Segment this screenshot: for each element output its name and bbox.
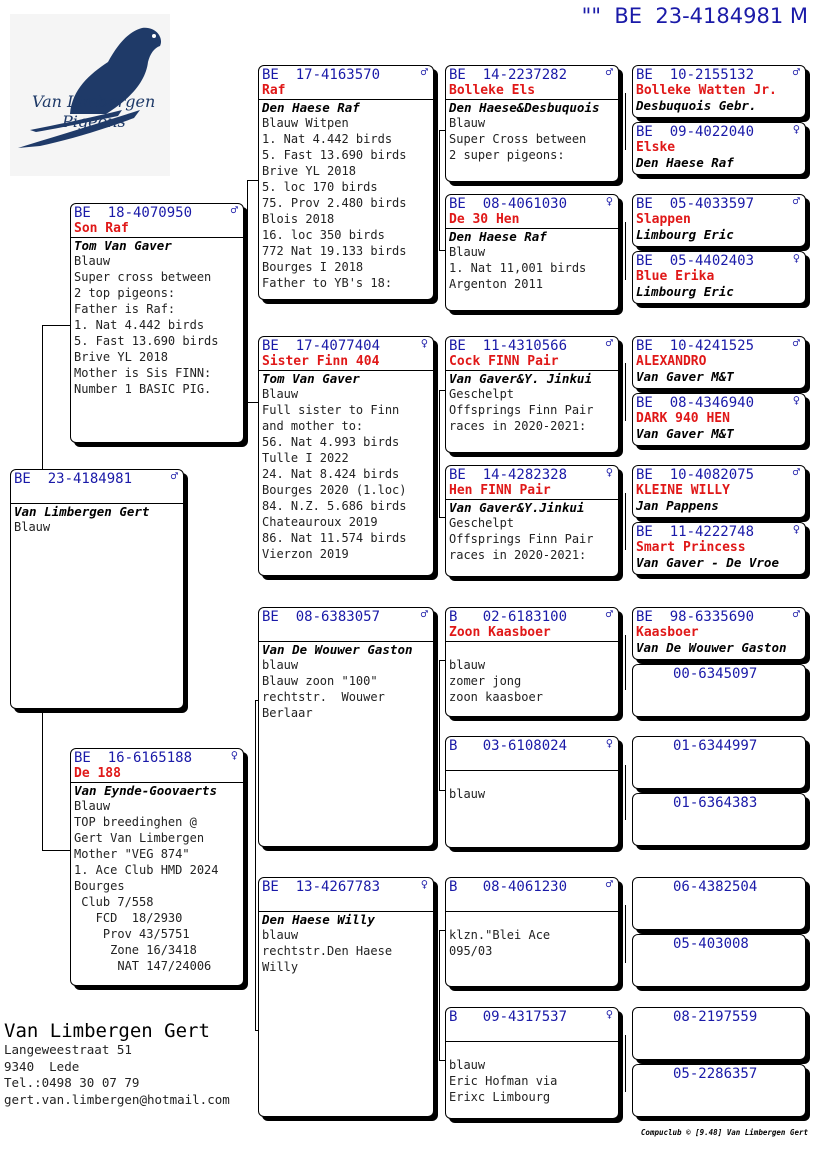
fm-breeder: Tom Van Gaver bbox=[262, 371, 360, 386]
note-line: 5. Fast 13.690 birds bbox=[262, 148, 407, 162]
ancestor-breeder: Desbuquois Gebr. bbox=[636, 98, 757, 113]
sire-name: Son Raf bbox=[74, 221, 129, 236]
ancestor-card[interactable] bbox=[632, 122, 806, 175]
ancestor-ring: BE 05-4402403 bbox=[636, 253, 755, 269]
sire-ring: BE 18-4070950 bbox=[74, 205, 193, 221]
ffm-name: De 30 Hen bbox=[449, 212, 520, 227]
mfm-breeder bbox=[446, 771, 618, 786]
note-line: zomer jong bbox=[449, 674, 522, 688]
fmf-ring: BE 11-4310566 bbox=[449, 338, 568, 354]
mm-ring: BE 13-4267783 bbox=[262, 879, 381, 895]
mmf-card[interactable] bbox=[445, 877, 619, 987]
note-line: blauw bbox=[449, 658, 486, 672]
male-icon: ♂ bbox=[792, 607, 800, 621]
note-line: Bourges bbox=[74, 879, 125, 893]
ancestor-card[interactable] bbox=[632, 465, 806, 518]
ancestor-name: KLEINE WILLY bbox=[636, 483, 730, 498]
male-icon: ♂ bbox=[230, 203, 238, 217]
mf-name bbox=[259, 625, 433, 640]
dam-breeder: Van Eynde-Goovaerts bbox=[74, 783, 217, 798]
ancestor-card[interactable] bbox=[632, 877, 806, 930]
ancestor-breeder: Jan Pappens bbox=[636, 498, 719, 513]
note-line: Father to YB's 18: bbox=[262, 276, 393, 290]
note-line: 86. Nat 11.574 birds bbox=[262, 531, 407, 545]
male-icon: ♂ bbox=[605, 65, 613, 79]
note-line: and mother to: bbox=[262, 419, 364, 433]
note-line: 095/03 bbox=[449, 944, 493, 958]
note-line: Tulle I 2022 bbox=[262, 451, 349, 465]
ancestor-ring: 01-6344997 bbox=[673, 738, 758, 754]
note-line: Blauw bbox=[449, 116, 486, 130]
note-line: rechtstr.Den Haese bbox=[262, 944, 393, 958]
note-line: klzn."Blei Ace bbox=[449, 928, 551, 942]
note-line: zoon kaasboer bbox=[449, 690, 543, 704]
male-icon: ♂ bbox=[605, 607, 613, 621]
ancestor-ring: BE 05-4033597 bbox=[636, 196, 755, 212]
note-line: Blauw bbox=[262, 387, 299, 401]
subject-color: Blauw bbox=[14, 520, 51, 534]
ancestor-card[interactable] bbox=[632, 336, 806, 389]
note-line: 1. Nat 4.442 birds bbox=[262, 132, 393, 146]
owner-city: 9340 Lede bbox=[4, 1058, 80, 1074]
fmf-card[interactable] bbox=[445, 336, 619, 453]
ancestor-name: Kaasboer bbox=[636, 625, 699, 640]
mf-notes bbox=[259, 657, 433, 721]
note-line: blauw bbox=[449, 787, 486, 801]
female-icon: ♀ bbox=[792, 393, 800, 407]
male-icon: ♂ bbox=[420, 607, 428, 621]
ancestor-name: Elske bbox=[636, 140, 676, 155]
fff-name: Bolleke Els bbox=[449, 83, 536, 98]
note-line: Erixc Limbourg bbox=[449, 1090, 551, 1104]
male-icon: ♂ bbox=[170, 469, 178, 483]
ancestor-name: DARK 940 HEN bbox=[636, 411, 730, 426]
mff-notes bbox=[446, 657, 618, 705]
logo-text-line2: Pigeons bbox=[62, 112, 126, 131]
fm-ring: BE 17-4077404 bbox=[262, 338, 381, 354]
note-line: rechtstr. Wouwer bbox=[262, 690, 385, 704]
fmm-name: Hen FINN Pair bbox=[449, 483, 551, 498]
fmm-ring: BE 14-4282328 bbox=[449, 467, 568, 483]
dam-card[interactable] bbox=[70, 748, 244, 986]
note-line: blauw bbox=[262, 658, 299, 672]
note-line: 5. Fast 13.690 birds bbox=[74, 334, 219, 348]
note-line: Offsprings Finn Pair bbox=[449, 403, 594, 417]
note-line: 5. loc 170 birds bbox=[262, 180, 378, 194]
sire-card[interactable] bbox=[70, 203, 244, 443]
note-line: Vierzon 2019 bbox=[262, 547, 349, 561]
note-line: Number 1 BASIC PIG. bbox=[74, 382, 212, 396]
note-line: Offsprings Finn Pair bbox=[449, 532, 594, 546]
ff-name: Raf bbox=[262, 83, 286, 98]
fmf-name: Cock FINN Pair bbox=[449, 354, 559, 369]
female-icon: ♀ bbox=[230, 748, 238, 762]
ancestor-breeder: Van De Wouwer Gaston bbox=[636, 640, 787, 655]
ffm-notes bbox=[446, 244, 618, 292]
note-line: Blauw zoon "100" bbox=[262, 674, 378, 688]
dam-notes bbox=[71, 798, 243, 974]
ancestor-breeder: Van Gaver M&T bbox=[636, 426, 734, 441]
fmm-card[interactable] bbox=[445, 465, 619, 577]
note-line: Argenton 2011 bbox=[449, 277, 543, 291]
female-icon: ♀ bbox=[792, 251, 800, 265]
note-line: 1. Nat 11,001 birds bbox=[449, 261, 587, 275]
note-line: 1. Ace Club HMD 2024 bbox=[74, 863, 219, 877]
ancestor-card[interactable] bbox=[632, 1007, 806, 1060]
note-line: Willy bbox=[262, 960, 299, 974]
note-line: Bourges I 2018 bbox=[262, 260, 364, 274]
note-line: Geschelpt bbox=[449, 516, 515, 530]
ancestor-card[interactable] bbox=[632, 194, 806, 247]
female-icon: ♀ bbox=[605, 1007, 613, 1021]
owner-email: gert.van.limbergen@hotmail.com bbox=[4, 1091, 230, 1107]
ancestor-card[interactable] bbox=[632, 607, 806, 660]
note-line: 1. Nat 4.442 birds bbox=[74, 318, 205, 332]
owner-tel: Tel.:0498 30 07 79 bbox=[4, 1075, 140, 1090]
mf-card[interactable] bbox=[258, 607, 434, 847]
ancestor-breeder: Van Gaver M&T bbox=[636, 369, 734, 384]
ancestor-card[interactable] bbox=[632, 393, 806, 446]
ancestor-ring: BE 08-4346940 bbox=[636, 395, 755, 411]
ancestor-ring: BE 10-4241525 bbox=[636, 338, 755, 354]
mff-ring: B 02-6183100 bbox=[449, 609, 568, 625]
mf-breeder: Van De Wouwer Gaston bbox=[262, 642, 413, 657]
note-line: Berlaar bbox=[262, 706, 313, 720]
note-line: blauw bbox=[262, 928, 299, 942]
mfm-ring: B 03-6108024 bbox=[449, 738, 568, 754]
subject-card[interactable] bbox=[10, 469, 184, 709]
logo-text-line1: Van Limbergen bbox=[32, 92, 156, 111]
female-icon: ♀ bbox=[605, 194, 613, 208]
female-icon: ♀ bbox=[605, 736, 613, 750]
ancestor-card[interactable] bbox=[632, 1064, 806, 1117]
note-line: Bourges 2020 (1.loc) bbox=[262, 483, 407, 497]
ancestor-ring: 05-2286357 bbox=[673, 1066, 758, 1082]
ffm-card[interactable] bbox=[445, 194, 619, 311]
logo bbox=[10, 14, 170, 176]
note-line: Blauw Witpen bbox=[262, 116, 349, 130]
mff-name: Zoon Kaasboer bbox=[449, 625, 551, 640]
male-icon: ♂ bbox=[605, 336, 613, 350]
mff-card[interactable] bbox=[445, 607, 619, 717]
ancestor-card[interactable] bbox=[632, 65, 806, 118]
ancestor-card[interactable] bbox=[632, 522, 806, 575]
mmf-name bbox=[446, 895, 618, 910]
ancestor-ring: 05-403008 bbox=[673, 936, 749, 952]
fmm-notes bbox=[446, 515, 618, 563]
mmm-ring: B 09-4317537 bbox=[449, 1009, 568, 1025]
ancestor-name: Bolleke Watten Jr. bbox=[636, 83, 777, 98]
ancestor-name: Blue Erika bbox=[636, 269, 715, 284]
ancestor-ring: 06-4382504 bbox=[673, 879, 758, 895]
ancestor-breeder: Den Haese Raf bbox=[636, 155, 734, 170]
note-line: Blauw bbox=[74, 254, 111, 268]
fff-ring: BE 14-2237282 bbox=[449, 67, 568, 83]
ff-ring: BE 17-4163570 bbox=[262, 67, 381, 83]
mfm-notes bbox=[446, 786, 618, 802]
male-icon: ♂ bbox=[605, 877, 613, 891]
note-line: 16. loc 350 birds bbox=[262, 228, 385, 242]
ancestor-name: Slappen bbox=[636, 212, 691, 227]
note-line: Club 7/558 bbox=[74, 895, 154, 909]
sire-breeder: Tom Van Gaver bbox=[74, 238, 172, 253]
ancestor-ring: BE 11-4222748 bbox=[636, 524, 755, 540]
fff-breeder: Den Haese&Desbuquois bbox=[449, 100, 600, 115]
ancestor-ring: BE 10-2155132 bbox=[636, 67, 755, 83]
note-line: Eric Hofman via bbox=[449, 1074, 558, 1088]
note-line: Mother "VEG 874" bbox=[74, 847, 190, 861]
note-line: Prov 43/5751 bbox=[74, 927, 190, 941]
ancestor-breeder: Van Gaver - De Vroe bbox=[636, 555, 779, 570]
fm-name: Sister Finn 404 bbox=[262, 354, 380, 369]
male-icon: ♂ bbox=[792, 465, 800, 479]
male-icon: ♂ bbox=[792, 336, 800, 350]
pedigree-title: "" BE 23-4184981 M bbox=[581, 4, 808, 28]
note-line: Blois 2018 bbox=[262, 212, 335, 226]
fm-card[interactable] bbox=[258, 336, 434, 576]
note-line: Full sister to Finn bbox=[262, 403, 400, 417]
note-line: 2 super pigeons: bbox=[449, 148, 565, 162]
owner-name: Van Limbergen Gert bbox=[4, 1020, 210, 1042]
note-line: Gert Van Limbergen bbox=[74, 831, 205, 845]
note-line: 56. Nat 4.993 birds bbox=[262, 435, 400, 449]
ancestor-ring: BE 98-6335690 bbox=[636, 609, 755, 625]
fff-notes bbox=[446, 115, 618, 163]
note-line: Super Cross between bbox=[449, 132, 587, 146]
owner-street: Langeweestraat 51 bbox=[4, 1042, 132, 1057]
fmf-breeder: Van Gaver&Y. Jinkui bbox=[449, 371, 592, 386]
sire-notes bbox=[71, 253, 243, 397]
mff-breeder bbox=[446, 642, 618, 657]
note-line: Brive YL 2018 bbox=[262, 164, 356, 178]
fmm-breeder: Van Gaver&Y.Jinkui bbox=[449, 500, 585, 515]
female-icon: ♀ bbox=[792, 522, 800, 536]
ancestor-card[interactable] bbox=[632, 251, 806, 304]
ffm-breeder: Den Haese Raf bbox=[449, 229, 547, 244]
female-icon: ♀ bbox=[420, 877, 428, 891]
mm-notes bbox=[259, 927, 433, 975]
ancestor-ring: BE 10-4082075 bbox=[636, 467, 755, 483]
mmm-notes bbox=[446, 1057, 618, 1105]
male-icon: ♂ bbox=[792, 65, 800, 79]
note-line: 24. Nat 8.424 birds bbox=[262, 467, 400, 481]
mmf-notes bbox=[446, 927, 618, 959]
note-line: Zone 16/3418 bbox=[74, 943, 197, 957]
mmm-breeder bbox=[446, 1042, 618, 1057]
note-line: races in 2020-2021: bbox=[449, 419, 587, 433]
fmf-notes bbox=[446, 386, 618, 434]
female-icon: ♀ bbox=[792, 122, 800, 136]
ff-card[interactable] bbox=[258, 65, 434, 300]
note-line: Super cross between bbox=[74, 270, 212, 284]
ancestor-card[interactable] bbox=[632, 934, 806, 987]
note-line: races in 2020-2021: bbox=[449, 548, 587, 562]
ffm-ring: BE 08-4061030 bbox=[449, 196, 568, 212]
note-line: 75. Prov 2.480 birds bbox=[262, 196, 407, 210]
dam-name: De 188 bbox=[74, 766, 121, 781]
ancestor-card[interactable] bbox=[632, 664, 806, 717]
female-icon: ♀ bbox=[420, 336, 428, 350]
ancestor-card[interactable] bbox=[632, 793, 806, 846]
note-line: Chateauroux 2019 bbox=[262, 515, 378, 529]
mf-ring: BE 08-6383057 bbox=[262, 609, 381, 625]
ancestor-breeder: Limbourg Eric bbox=[636, 284, 734, 299]
mfm-card[interactable] bbox=[445, 736, 619, 848]
mmf-breeder bbox=[446, 912, 618, 927]
note-line: 2 top pigeons: bbox=[74, 286, 176, 300]
fff-card[interactable] bbox=[445, 65, 619, 182]
mm-card[interactable] bbox=[258, 877, 434, 1117]
note-line: Father is Raf: bbox=[74, 302, 176, 316]
dam-ring: BE 16-6165188 bbox=[74, 750, 193, 766]
fm-notes bbox=[259, 386, 433, 562]
ancestor-breeder: Limbourg Eric bbox=[636, 227, 734, 242]
note-line: FCD 18/2930 bbox=[74, 911, 183, 925]
ancestor-name: ALEXANDRO bbox=[636, 354, 707, 369]
footer-credit: Compuclub © [9.48] Van Limbergen Gert bbox=[640, 1128, 808, 1137]
subject-ring: BE 23-4184981 bbox=[14, 471, 133, 487]
subject-breeder: Van Limbergen Gert bbox=[14, 504, 150, 519]
note-line: Geschelpt bbox=[449, 387, 515, 401]
ancestor-ring: 00-6345097 bbox=[673, 666, 758, 682]
note-line: Mother is Sis FINN: bbox=[74, 366, 212, 380]
female-icon: ♀ bbox=[605, 465, 613, 479]
note-line: Blauw bbox=[74, 799, 111, 813]
ancestor-ring: 08-2197559 bbox=[673, 1009, 758, 1025]
note-line: 772 Nat 19.133 birds bbox=[262, 244, 407, 258]
note-line: TOP breedinghen @ bbox=[74, 815, 197, 829]
owner-info bbox=[4, 1020, 230, 1108]
note-line: Brive YL 2018 bbox=[74, 350, 168, 364]
mmm-name bbox=[446, 1025, 618, 1040]
ff-breeder: Den Haese Raf bbox=[262, 100, 360, 115]
ff-notes bbox=[259, 115, 433, 291]
mmm-card[interactable] bbox=[445, 1007, 619, 1119]
note-line: 84. N.Z. 5.686 birds bbox=[262, 499, 407, 513]
ancestor-card[interactable] bbox=[632, 736, 806, 789]
subject-name bbox=[11, 487, 183, 502]
mm-breeder: Den Haese Willy bbox=[262, 912, 375, 927]
mfm-name bbox=[446, 754, 618, 769]
male-icon: ♂ bbox=[420, 65, 428, 79]
note-line: blauw bbox=[449, 1058, 486, 1072]
male-icon: ♂ bbox=[792, 194, 800, 208]
note-line: Blauw bbox=[449, 245, 486, 259]
ancestor-ring: 01-6364383 bbox=[673, 795, 758, 811]
ancestor-name: Smart Princess bbox=[636, 540, 746, 555]
mm-name bbox=[259, 895, 433, 910]
mmf-ring: B 08-4061230 bbox=[449, 879, 568, 895]
note-line: NAT 147/24006 bbox=[74, 959, 212, 973]
ancestor-ring: BE 09-4022040 bbox=[636, 124, 755, 140]
